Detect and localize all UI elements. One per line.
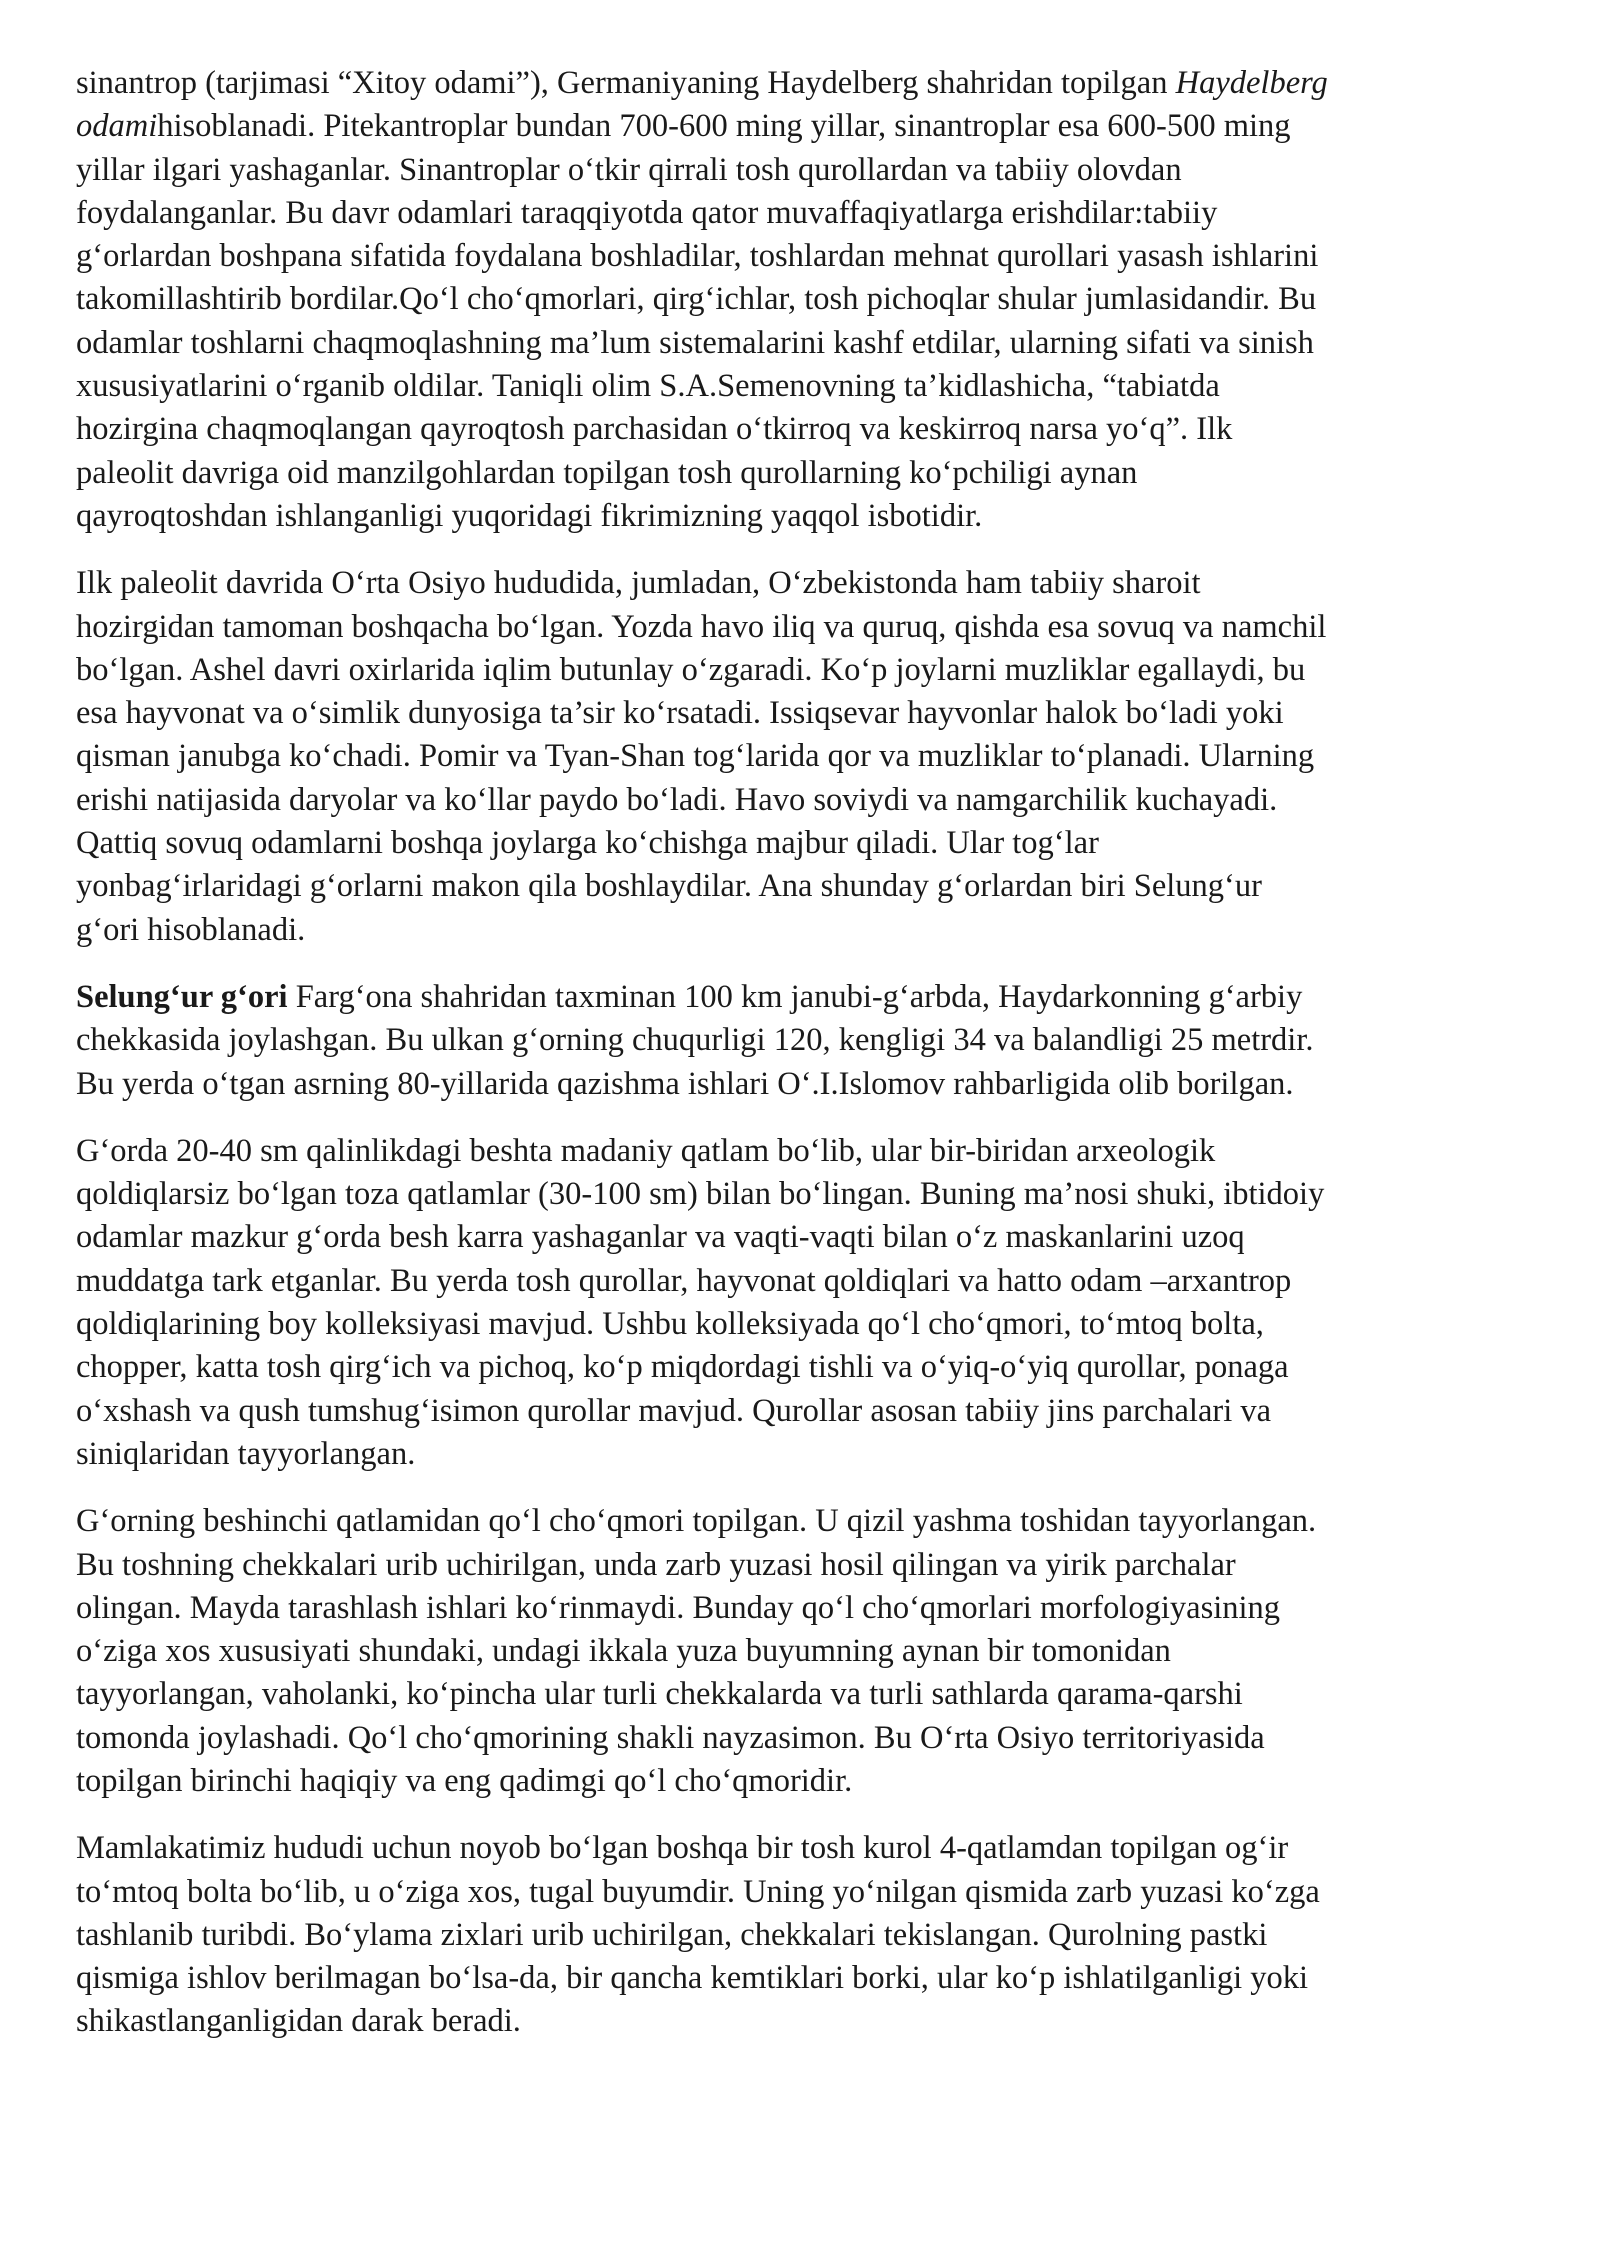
text-line — [76, 452, 1526, 495]
text-line — [76, 1063, 1526, 1106]
text-run: xususiyatlarini o‘rganib oldilar. Taniqli olim S.A.Semenovning ta’kidlashicha, “tabiatda — [76, 368, 1220, 405]
text-line — [76, 1216, 1526, 1259]
text-line — [76, 278, 1526, 321]
text-line — [76, 909, 1526, 952]
text-line — [76, 1346, 1526, 1389]
text-run: chopper, katta tosh qirg‘ich va pichoq, ko‘p miqdordagi tishli va o‘yiq-o‘yiq qurollar, ponaga — [76, 1349, 1289, 1386]
text-run: siniqlaridan tayyorlangan. — [76, 1435, 416, 1472]
text-line — [76, 1500, 1526, 1543]
text-run: G‘orda 20-40 sm qalinlikdagi beshta madaniy qatlam bo‘lib, ular bir-biridan arxeologik — [76, 1132, 1216, 1169]
text-run: odamlar toshlarni chaqmoqlashning ma’lum sistemalarini kashf etdilar, ularning sifati va sinish — [76, 324, 1314, 361]
paragraph — [76, 1130, 1526, 1476]
text-run: paleolit davriga oid manzilgohlardan topilgan tosh qurollarning ko‘pchiligi aynan — [76, 454, 1138, 491]
text-run: yonbag‘irlaridagi g‘orlarni makon qila boshlaydilar. Ana shunday g‘orlardan biri Selung‘ur — [76, 868, 1262, 905]
text-line — [76, 1433, 1526, 1476]
text-line — [76, 865, 1526, 908]
text-run: olingan. Mayda tarashlash ishlari ko‘rinmaydi. Bunday qo‘l cho‘qmorlari morfologiyasining — [76, 1589, 1281, 1626]
text-line — [76, 192, 1526, 235]
paragraph — [76, 62, 1526, 538]
text-line — [76, 1957, 1526, 2000]
text-line — [76, 1130, 1526, 1173]
text-line — [76, 408, 1526, 451]
text-line — [76, 735, 1526, 778]
text-line — [76, 562, 1526, 605]
text-line — [76, 606, 1526, 649]
text-run: topilgan birinchi haqiqiy va eng qadimgi qo‘l cho‘qmoridir. — [76, 1762, 853, 1799]
text-run: qayroqtoshdan ishlanganligi yuqoridagi fikrimizning yaqqol isbotidir. — [76, 497, 983, 534]
text-run: hozirgidan tamoman boshqacha bo‘lgan. Yozda havo iliq va quruq, qishda esa sovuq va namchil — [76, 608, 1327, 645]
text-run: o‘xshash va qush tumshug‘isimon qurollar mavjud. Qurollar asosan tabiiy jins parchalari va — [76, 1392, 1272, 1429]
text-run: tashlanib turibdi. Bo‘ylama zixlari urib uchirilgan, chekkalari tekislangan. Qurolning pastki — [76, 1916, 1268, 1953]
text-line — [76, 1760, 1526, 1803]
text-line — [76, 1827, 1526, 1870]
text-run: qismiga ishlov berilmagan bo‘lsa-da, bir qancha kemtiklari borki, ular ko‘p ishlatilganligi yoki — [76, 1960, 1309, 1997]
text-run: g‘orlardan boshpana sifatida foydalana boshladilar, toshlardan mehnat qurollari yasash ishlarini — [76, 238, 1319, 275]
text-run: Bu toshning chekkalari urib uchirilgan, unda zarb yuzasi hosil qilingan va yirik parchalar — [76, 1546, 1236, 1583]
text-line — [76, 1303, 1526, 1346]
text-run: Ilk paleolit davrida O‘rta Osiyo hududida, jumladan, O‘zbekistonda ham tabiiy sharoit — [76, 565, 1201, 602]
text-run: to‘mtoq bolta bo‘lib, u o‘ziga xos, tugal buyumdir. Uning yo‘nilgan qismida zarb yuzasi ko‘zga — [76, 1873, 1320, 1910]
text-run: qisman janubga ko‘chadi. Pomir va Tyan-Shan tog‘larida qor va muzliklar to‘planadi. Ularning — [76, 738, 1315, 775]
text-line — [76, 1173, 1526, 1216]
text-run: Mamlakatimiz hududi uchun noyob bo‘lgan boshqa bir tosh kurol 4-qatlamdan topilgan og‘ir — [76, 1830, 1289, 1867]
text-line — [76, 1717, 1526, 1760]
text-run: erishi natijasida daryolar va ko‘llar paydo bo‘ladi. Havo soviydi va namgarchilik kuchayadi. — [76, 781, 1278, 818]
text-line — [76, 1587, 1526, 1630]
text-line — [76, 1673, 1526, 1716]
bold-term: Selung‘ur g‘ori — [76, 978, 288, 1015]
text-run: tomonda joylashadi. Qo‘l cho‘qmorining shakli nayzasimon. Bu O‘rta Osiyo territoriyasida — [76, 1719, 1265, 1756]
paragraph — [76, 562, 1526, 952]
text-run: Farg‘ona shahridan taxminan 100 km janubi-g‘arbda, Haydarkonning g‘arbiy — [287, 978, 1303, 1015]
text-line — [76, 1260, 1526, 1303]
text-run: G‘orning beshinchi qatlamidan qo‘l cho‘qmori topilgan. U qizil yashma toshidan tayyorlangan. — [76, 1503, 1317, 1540]
text-line — [76, 1390, 1526, 1433]
text-run: sinantrop (tarjimasi “Xitoy odami”), Germaniyaning Haydelberg shahridan topilgan — [76, 65, 1176, 101]
text-line — [76, 822, 1526, 865]
text-line — [76, 1871, 1526, 1914]
text-run: qoldiqlarining boy kolleksiyasi mavjud. Ushbu kolleksiyada qo‘l cho‘qmori, to‘mtoq bolta, — [76, 1306, 1264, 1343]
text-line — [76, 62, 1526, 105]
text-line — [76, 105, 1526, 148]
text-run: Bu yerda o‘tgan asrning 80-yillarida qazishma ishlari O‘.I.Islomov rahbarligida olib borilgan. — [76, 1065, 1294, 1102]
text-line — [76, 1544, 1526, 1587]
text-line — [76, 1914, 1526, 1957]
text-line — [76, 365, 1526, 408]
text-run: qoldiqlarsiz bo‘lgan toza qatlamlar (30-100 sm) bilan bo‘lingan. Buning ma’nosi shuki, ibtidoiy — [76, 1176, 1325, 1213]
text-run: bo‘lgan. Ashel davri oxirlarida iqlim butunlay o‘zgaradi. Ko‘p joylarni muzliklar egallaydi, bu — [76, 651, 1306, 688]
document-page — [76, 62, 1526, 2068]
text-run: hisoblanadi. Pitekantroplar bundan 700-600 ming yillar, sinantroplar esa 600-500 ming — [157, 108, 1291, 145]
text-run: Qattiq sovuq odamlarni boshqa joylarga ko‘chishga majbur qiladi. Ular tog‘lar — [76, 825, 1099, 862]
text-run: foydalanganlar. Bu davr odamlari taraqqiyotda qator muvaffaqiyatlarga erishdilar:tabiiy — [76, 194, 1218, 231]
text-run: g‘ori hisoblanadi. — [76, 911, 306, 948]
text-run: takomillashtirib bordilar.Qo‘l cho‘qmorlari, qirg‘ichlar, tosh pichoqlar shular jumlasidandir. Bu — [76, 281, 1317, 318]
text-line — [76, 1630, 1526, 1673]
paragraph — [76, 1827, 1526, 2043]
paragraph — [76, 1500, 1526, 1803]
text-line — [76, 235, 1526, 278]
text-run: shikastlanganligidan darak beradi. — [76, 2003, 521, 2040]
paragraph — [76, 976, 1526, 1106]
text-run: yillar ilgari yashaganlar. Sinantroplar o‘tkir qirrali tosh qurollardan va tabiiy olovdan — [76, 151, 1182, 188]
text-run: chekkasida joylashgan. Bu ulkan g‘orning chuqurligi 120, kengligi 34 va balandligi 25 metrdir. — [76, 1022, 1314, 1059]
text-run: muddatga tark etganlar. Bu yerda tosh qurollar, hayvonat qoldiqlari va hatto odam –arxantrop — [76, 1262, 1292, 1299]
text-line — [76, 779, 1526, 822]
text-run: hozirgina chaqmoqlangan qayroqtosh parchasidan o‘tkirroq va keskirroq narsa yo‘q”. Ilk — [76, 411, 1233, 448]
italic-term: odami — [76, 108, 158, 145]
italic-term: Haydelberg — [1175, 65, 1328, 101]
text-line — [76, 2000, 1526, 2043]
text-line — [76, 692, 1526, 735]
text-line — [76, 1019, 1526, 1062]
text-run: tayyorlangan, vaholanki, ko‘pincha ular turli chekkalarda va turli sathlarda qarama-qarshi — [76, 1676, 1243, 1713]
text-run: odamlar mazkur g‘orda besh karra yashaganlar va vaqti-vaqti bilan o‘z maskanlarini uzoq — [76, 1219, 1245, 1256]
text-run: esa hayvonat va o‘simlik dunyosiga ta’sir ko‘rsatadi. Issiqsevar hayvonlar halok bo‘ladi yoki — [76, 695, 1284, 732]
text-line — [76, 322, 1526, 365]
text-run: o‘ziga xos xususiyati shundaki, undagi ikkala yuza buyumning aynan bir tomonidan — [76, 1633, 1171, 1670]
text-line — [76, 149, 1526, 192]
text-line — [76, 976, 1526, 1019]
text-line — [76, 649, 1526, 692]
text-line — [76, 495, 1526, 538]
